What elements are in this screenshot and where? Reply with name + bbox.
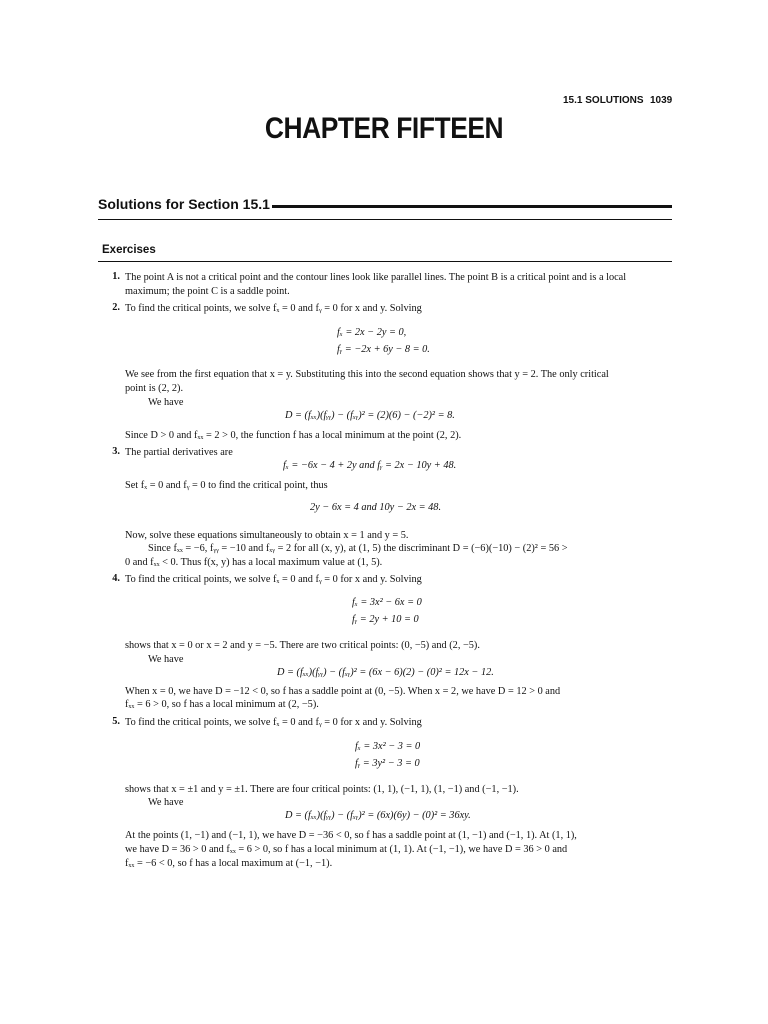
equation: 2y − 6x = 4 and 10y − 2x = 48.	[310, 502, 442, 513]
equation: fₓ = 3x² − 3 = 0	[355, 741, 421, 752]
exercise-number: 1.	[112, 271, 120, 282]
exercise-text: When x = 0, we have D = −12 < 0, so f has a saddle point at (0, −5). When x = 2, we have D = 12 > 0 and	[125, 686, 561, 697]
exercise-text: 0 and fₓₓ < 0. Thus f(x, y) has a local maximum value at (1, 5).	[125, 557, 383, 568]
exercise-text: point is (2, 2).	[125, 383, 184, 394]
exercise-text: shows that x = ±1 and y = ±1. There are four critical points: (1, 1), (−1, 1), (1, −1) and (−1, −1).	[125, 784, 519, 795]
exercise-text: Set fₓ = 0 and fᵧ = 0 to find the critical point, thus	[125, 480, 328, 491]
exercise-text: At the points (1, −1) and (−1, 1), we have D = −36 < 0, so f has a saddle point at (1, −1) and (−1, 1). At (1, 1),	[125, 830, 577, 841]
exercises-heading: Exercises	[102, 244, 156, 256]
chapter-title: CHAPTER FIFTEEN	[264, 112, 504, 145]
exercise-text: The point A is not a critical point and the contour lines look like parallel lines. The point B is a critical point and is a local	[125, 272, 627, 283]
section-rule-thin	[98, 219, 672, 220]
exercise-number: 3.	[112, 446, 120, 457]
running-header-section: 15.1 SOLUTIONS	[563, 95, 644, 106]
exercise-text: To find the critical points, we solve fₓ = 0 and fᵧ = 0 for x and y. Solving	[125, 717, 422, 728]
exercise-number: 4.	[112, 573, 120, 584]
exercise-text: fₓₓ = 6 > 0, so f has a local minimum at (2, −5).	[125, 699, 319, 710]
equation: D = (fₓₓ)(fᵧᵧ) − (fₓᵧ)² = (6x)(6y) − (0)² = 36xy.	[285, 810, 471, 821]
exercise-text: We have	[148, 654, 184, 665]
exercise-text: We have	[148, 797, 184, 808]
equation: fₓ = 2x − 2y = 0,	[337, 327, 407, 338]
exercise-text: We see from the first equation that x = y. Substituting this into the second equation shows that y = 2. The only critical	[125, 369, 609, 380]
equation: fₓ = 3x² − 6x = 0	[352, 597, 422, 608]
equation: fᵧ = 2y + 10 = 0	[352, 614, 419, 625]
section-rule-thick	[272, 205, 672, 208]
exercise-text: Since D > 0 and fₓₓ = 2 > 0, the function f has a local minimum at the point (2, 2).	[125, 430, 462, 441]
equation: fᵧ = −2x + 6y − 8 = 0.	[337, 344, 430, 355]
section-title: Solutions for Section 15.1	[98, 196, 270, 212]
equation: D = (fₓₓ)(fᵧᵧ) − (fₓᵧ)² = (6x − 6)(2) − (0)² = 12x − 12.	[277, 667, 494, 678]
exercise-number: 2.	[112, 302, 120, 313]
exercise-text: To find the critical points, we solve fₓ = 0 and fᵧ = 0 for x and y. Solving	[125, 303, 422, 314]
equation: D = (fₓₓ)(fᵧᵧ) − (fₓᵧ)² = (2)(6) − (−2)² = 8.	[285, 410, 455, 421]
equation: fᵧ = 3y² − 3 = 0	[355, 758, 420, 769]
exercise-text: We have	[148, 397, 184, 408]
exercise-text: To find the critical points, we solve fₓ = 0 and fᵧ = 0 for x and y. Solving	[125, 574, 422, 585]
exercise-text: Since fₓₓ = −6, fᵧᵧ = −10 and fₓᵧ = 2 for all (x, y), at (1, 5) the discriminant D = (−6)(−10) − (2)² = 56 >	[148, 543, 568, 554]
exercise-text: fₓₓ = −6 < 0, so f has a local maximum at (−1, −1).	[125, 858, 333, 869]
exercise-number: 5.	[112, 716, 120, 727]
equation: fₓ = −6x − 4 + 2y and fᵧ = 2x − 10y + 48.	[283, 460, 457, 471]
exercise-text: Now, solve these equations simultaneously to obtain x = 1 and y = 5.	[125, 530, 409, 541]
exercises-rule	[98, 261, 672, 262]
exercise-text: shows that x = 0 or x = 2 and y = −5. There are two critical points: (0, −5) and (2, −5).	[125, 640, 480, 651]
exercise-text: The partial derivatives are	[125, 447, 233, 458]
page-number: 1039	[650, 95, 673, 106]
exercise-text: maximum; the point C is a saddle point.	[125, 286, 290, 297]
exercise-text: we have D = 36 > 0 and fₓₓ = 6 > 0, so f has a local minimum at (1, 1). At (−1, −1), we have D = 36 > 0 and	[125, 844, 568, 855]
